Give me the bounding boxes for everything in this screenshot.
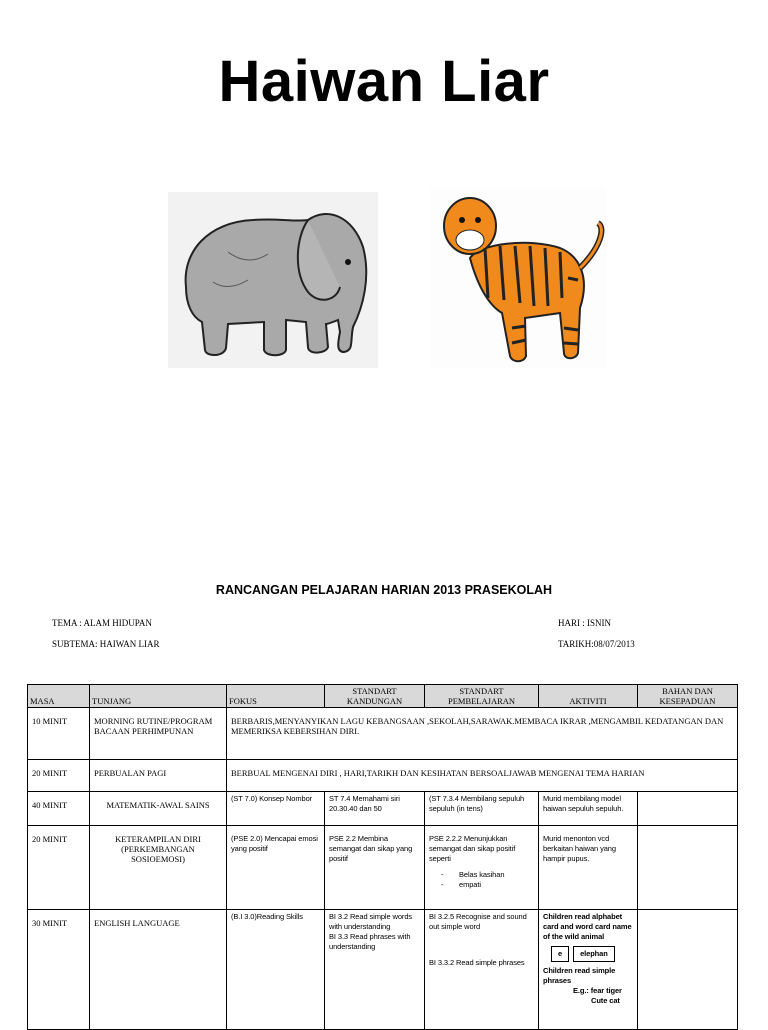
table-row xyxy=(28,826,738,910)
cell-bahan xyxy=(638,910,738,1030)
cell-masa: 20 MINIT xyxy=(28,826,90,910)
sp-list xyxy=(429,870,534,890)
cell-fokus: BERBUAL MENGENAI DIRI , HARI,TARIKH DAN KESIHATAN BERSOALJAWAB MENGENAI TEMA HARIAN xyxy=(227,760,738,792)
tiger-icon xyxy=(430,188,606,368)
col-header-standart-pembelajaran: STANDART PEMBELAJARAN xyxy=(425,685,539,708)
cell-aktiviti: Murid membilang model haiwan sepuluh sepuluh. xyxy=(539,792,638,826)
word-card-boxes xyxy=(551,946,633,962)
cell-tunjang: MATEMATIK-AWAL SAINS xyxy=(90,792,227,826)
cell-fokus: BERBARIS,MENYANYIKAN LAGU KEBANGSAAN ,SEKOLAH,SARAWAK.MEMBACA IKRAR ,MENGAMBIL KEDATANGAN DAN MEMERIKSA KEBERSIHAN DIRI. xyxy=(227,708,738,760)
cell-standart-kandungan: BI 3.2 Read simple words with understanding BI 3.3 Read phrases with understanding xyxy=(325,910,425,1030)
aktiviti-text-2: Children read simple phrases xyxy=(543,966,616,985)
elephant-image xyxy=(168,192,378,368)
col-header-fokus: FOKUS xyxy=(227,685,325,708)
list-item: - Belas kasihan xyxy=(459,870,534,880)
cell-masa: 30 MINIT xyxy=(28,910,90,1030)
cell-bahan xyxy=(638,792,738,826)
cell-standart-pembelajaran: (ST 7.3.4 Membilang sepuluh sepuluh (in tens) xyxy=(425,792,539,826)
col-header-aktiviti: AKTIVITI xyxy=(539,685,638,708)
cell-masa: 20 MINIT xyxy=(28,760,90,792)
word-card: elephan xyxy=(573,946,615,962)
plan-heading: RANCANGAN PELAJARAN HARIAN 2013 PRASEKOLAH xyxy=(215,583,553,597)
cell-standart-kandungan: ST 7.4 Memahami siri 20.30.40 dan 50 xyxy=(325,792,425,826)
cell-standart-pembelajaran xyxy=(425,910,539,1030)
aktiviti-text-1: Children read alphabet card and word card name of the wild animal xyxy=(543,912,632,941)
subtema-field: SUBTEMA: HAIWAN LIAR xyxy=(52,639,160,649)
cell-masa: 40 MINIT xyxy=(28,792,90,826)
col-header-masa: MASA xyxy=(28,685,90,708)
cell-fokus: (ST 7.0) Konsep Nombor xyxy=(227,792,325,826)
cell-masa: 10 MINIT xyxy=(28,708,90,760)
sp-text: PSE 2.2.2 Menunjukkan semangat dan sikap positif seperti xyxy=(429,834,516,863)
elephant-icon xyxy=(168,192,378,368)
cell-standart-pembelajaran xyxy=(425,826,539,910)
table-row xyxy=(28,708,738,760)
list-item: - empati xyxy=(459,880,534,890)
table-row xyxy=(28,760,738,792)
col-header-standart-kandungan: STANDART KANDUNGAN xyxy=(325,685,425,708)
tarikh-field: TARIKH:08/07/2013 xyxy=(558,639,635,649)
cell-tunjang: ENGLISH LANGUAGE xyxy=(90,910,227,1030)
page-title: Haiwan Liar xyxy=(218,49,550,114)
cell-standart-kandungan: PSE 2.2 Membina semangat dan sikap yang positif xyxy=(325,826,425,910)
cell-tunjang: PERBUALAN PAGI xyxy=(90,760,227,792)
aktiviti-text-3: E.g.: fear tiger xyxy=(573,986,622,995)
cell-aktiviti xyxy=(539,910,638,1030)
cell-fokus: (PSE 2.0) Mencapai emosi yang positif xyxy=(227,826,325,910)
cell-fokus: (B.I 3.0)Reading Skills xyxy=(227,910,325,1030)
col-header-bahan: BAHAN DAN KESEPADUAN xyxy=(638,685,738,708)
sp-text-2: BI 3.3.2 Read simple phrases xyxy=(429,958,525,967)
cell-tunjang: MORNING RUTINE/PROGRAM BACAAN PERHIMPUNAN xyxy=(90,708,227,760)
table-row xyxy=(28,910,738,1030)
sp-text-1: BI 3.2.5 Recognise and sound out simple word xyxy=(429,912,527,931)
tema-field: TEMA : ALAM HIDUPAN xyxy=(52,618,152,628)
table-row xyxy=(28,792,738,826)
cell-aktiviti: Murid menonton vcd berkaitan haiwan yang hampir pupus. xyxy=(539,826,638,910)
hari-field: HARI : ISNIN xyxy=(558,618,611,628)
cell-bahan xyxy=(638,826,738,910)
aktiviti-text-4: Cute cat xyxy=(591,996,620,1005)
letter-card: e xyxy=(551,946,569,962)
cell-tunjang: KETERAMPILAN DIRI (PERKEMBANGAN SOSIOEMOSI) xyxy=(90,826,227,910)
table-header-row xyxy=(28,685,738,708)
lesson-plan-table xyxy=(27,684,738,1030)
tiger-image xyxy=(430,188,606,368)
col-header-tunjang: TUNJANG xyxy=(90,685,227,708)
